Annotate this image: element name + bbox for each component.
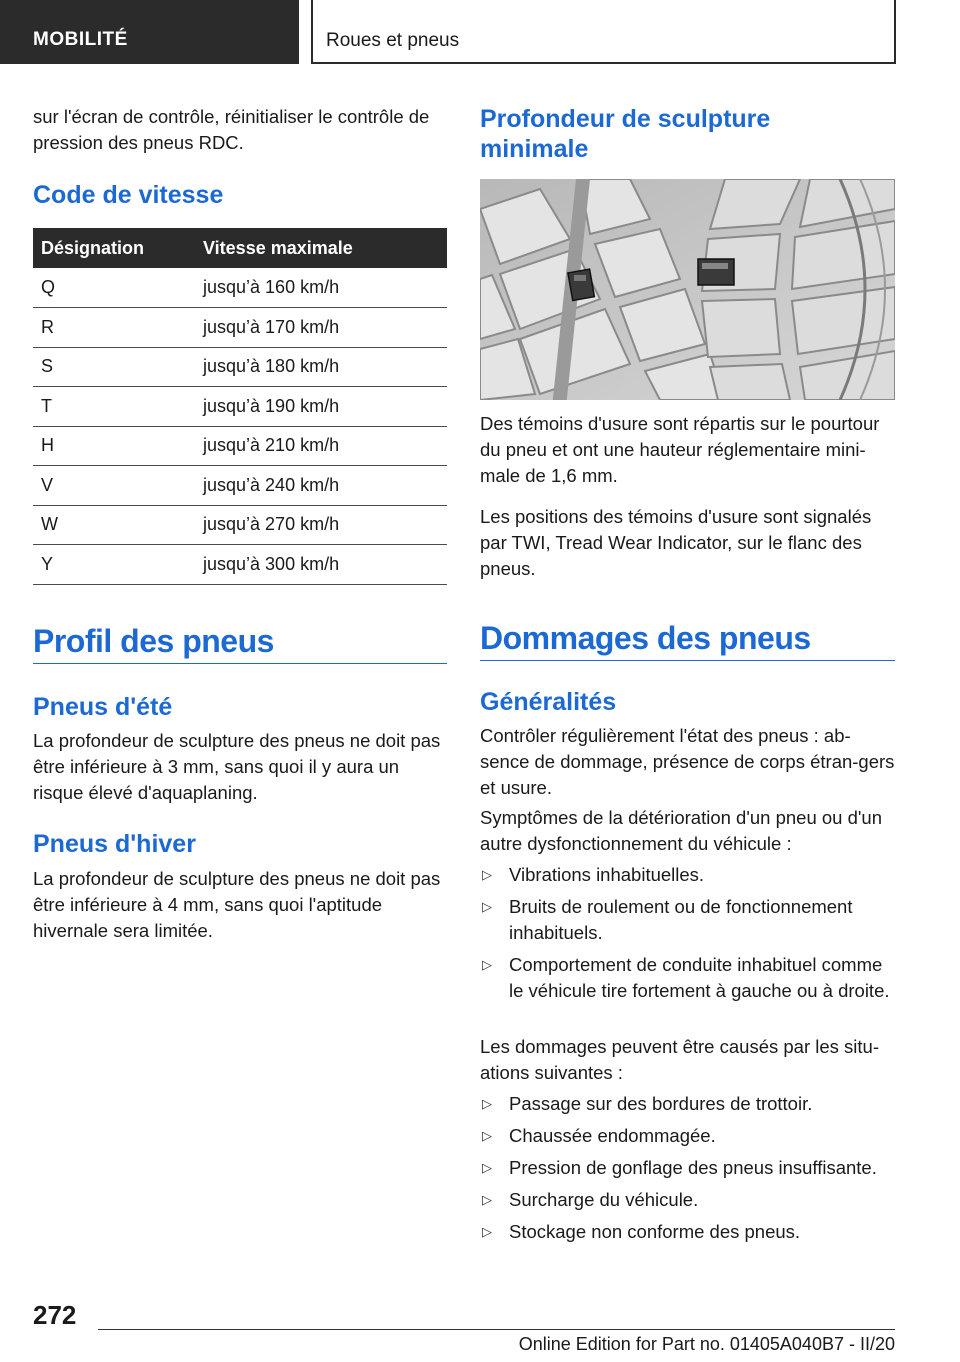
designation-cell: Y [33, 545, 203, 585]
table-row [33, 545, 447, 585]
list-item: ▷ Comportement de conduite inhabituel comme le véhicule tire fortement à gauche ou à droite. [482, 954, 890, 1001]
designation-cell: V [33, 466, 203, 506]
max-speed-cell: jusqu’à 300 km/h [203, 545, 447, 585]
winter-tires-heading: Pneus d'hiver [33, 830, 196, 858]
tread-depth-heading-line2: minimale [480, 135, 589, 163]
table-row [33, 268, 447, 308]
list-item: ▷ Chaussée endommagée. [480, 1123, 895, 1149]
designation-cell: H [33, 426, 203, 466]
max-speed-cell: jusqu’à 160 km/h [203, 268, 447, 308]
table-row [33, 466, 447, 506]
column-header: Désignation [33, 228, 203, 268]
designation-cell: S [33, 347, 203, 387]
table-header-row [33, 228, 447, 268]
winter-tires-text: La profondeur de sculpture des pneus ne doit pas être inférieure à 4 mm, sans quoi l'aptitude hivernale sera limitée. [33, 868, 441, 941]
tire-tread-graphic [480, 179, 895, 400]
intro-text: sur l'écran de contrôle, réinitialiser le contrôle de pression des pneus RDC. [33, 106, 430, 153]
list-item: ▷ Bruits de roulement ou de fonctionnement inhabituels. [482, 896, 853, 943]
header-chapter [311, 0, 896, 64]
tread-text-1: Des témoins d'usure sont répartis sur le pourtour du pneu et ont une hauteur réglementaire mini-male de 1,6 mm. [480, 413, 880, 486]
max-speed-cell: jusqu’à 270 km/h [203, 505, 447, 545]
footer-divider [98, 1329, 895, 1330]
table-row [33, 308, 447, 348]
max-speed-cell: jusqu’à 210 km/h [203, 426, 447, 466]
max-speed-cell: jusqu’à 170 km/h [203, 308, 447, 348]
general-text-2: Symptômes de la détérioration d'un pneu ou d'un autre dysfonctionnement du véhicule : [480, 807, 882, 854]
causes-text: Les dommages peuvent être causés par les situ-ations suivantes : [480, 1036, 879, 1083]
list-item: ▷ Passage sur des bordures de trottoir. [480, 1091, 895, 1117]
symptoms-list [480, 862, 895, 1010]
causes-list [480, 1091, 895, 1251]
max-speed-cell: jusqu’à 180 km/h [203, 347, 447, 387]
header-section: MOBILITÉ [0, 0, 299, 64]
table-row [33, 347, 447, 387]
designation-cell: R [33, 308, 203, 348]
summer-tires-heading: Pneus d'été [33, 693, 173, 721]
speed-code-heading: Code de vitesse [33, 181, 224, 209]
max-speed-cell: jusqu’à 190 km/h [203, 387, 447, 427]
designation-cell: W [33, 505, 203, 545]
table-row [33, 387, 447, 427]
triangle-bullet-icon: ▷ [482, 1096, 492, 1111]
triangle-bullet-icon: ▷ [482, 1128, 492, 1143]
speed-code-table [33, 228, 447, 585]
designation-cell: Q [33, 268, 203, 308]
max-speed-cell: jusqu’à 240 km/h [203, 466, 447, 506]
summer-tires-text: La profondeur de sculpture des pneus ne doit pas être inférieure à 3 mm, sans quoi il y aura un risque élevé d'aquaplaning. [33, 730, 441, 803]
list-item: ▷ Vibrations inhabituelles. [480, 862, 895, 888]
tire-profile-heading: Profil des pneus [33, 623, 274, 659]
triangle-bullet-icon: ▷ [482, 867, 492, 882]
tread-depth-heading-line1: Profondeur de sculpture [480, 105, 771, 133]
section-divider [480, 660, 895, 661]
edition-note: Online Edition for Part no. 01405A040B7 - II/20 [518, 1334, 895, 1354]
tread-text-2: Les positions des témoins d'usure sont signalés par TWI, Tread Wear Indicator, sur le flanc des pneus. [480, 506, 872, 579]
triangle-bullet-icon: ▷ [482, 957, 492, 972]
list-item: ▷ Pression de gonflage des pneus insuffisante. [480, 1155, 895, 1181]
table-row [33, 505, 447, 545]
tire-damage-heading: Dommages des pneus [480, 620, 811, 656]
table-row [33, 426, 447, 466]
section-divider [33, 663, 447, 664]
list-item: ▷ Surcharge du véhicule. [480, 1187, 895, 1213]
column-header: Vitesse maximale [203, 228, 447, 268]
tire-tread-illustration [480, 179, 895, 400]
triangle-bullet-icon: ▷ [482, 899, 492, 914]
triangle-bullet-icon: ▷ [482, 1192, 492, 1207]
chapter-title: Roues et pneus [326, 30, 460, 51]
general-text-1: Contrôler régulièrement l'état des pneus : ab-sence de dommage, présence de corps étran-gers et usure. [480, 725, 895, 798]
triangle-bullet-icon: ▷ [482, 1160, 492, 1175]
triangle-bullet-icon: ▷ [482, 1224, 492, 1239]
designation-cell: T [33, 387, 203, 427]
general-heading: Généralités [480, 688, 617, 716]
list-item: ▷ Stockage non conforme des pneus. [480, 1219, 895, 1245]
page-number: 272 [33, 1300, 77, 1330]
